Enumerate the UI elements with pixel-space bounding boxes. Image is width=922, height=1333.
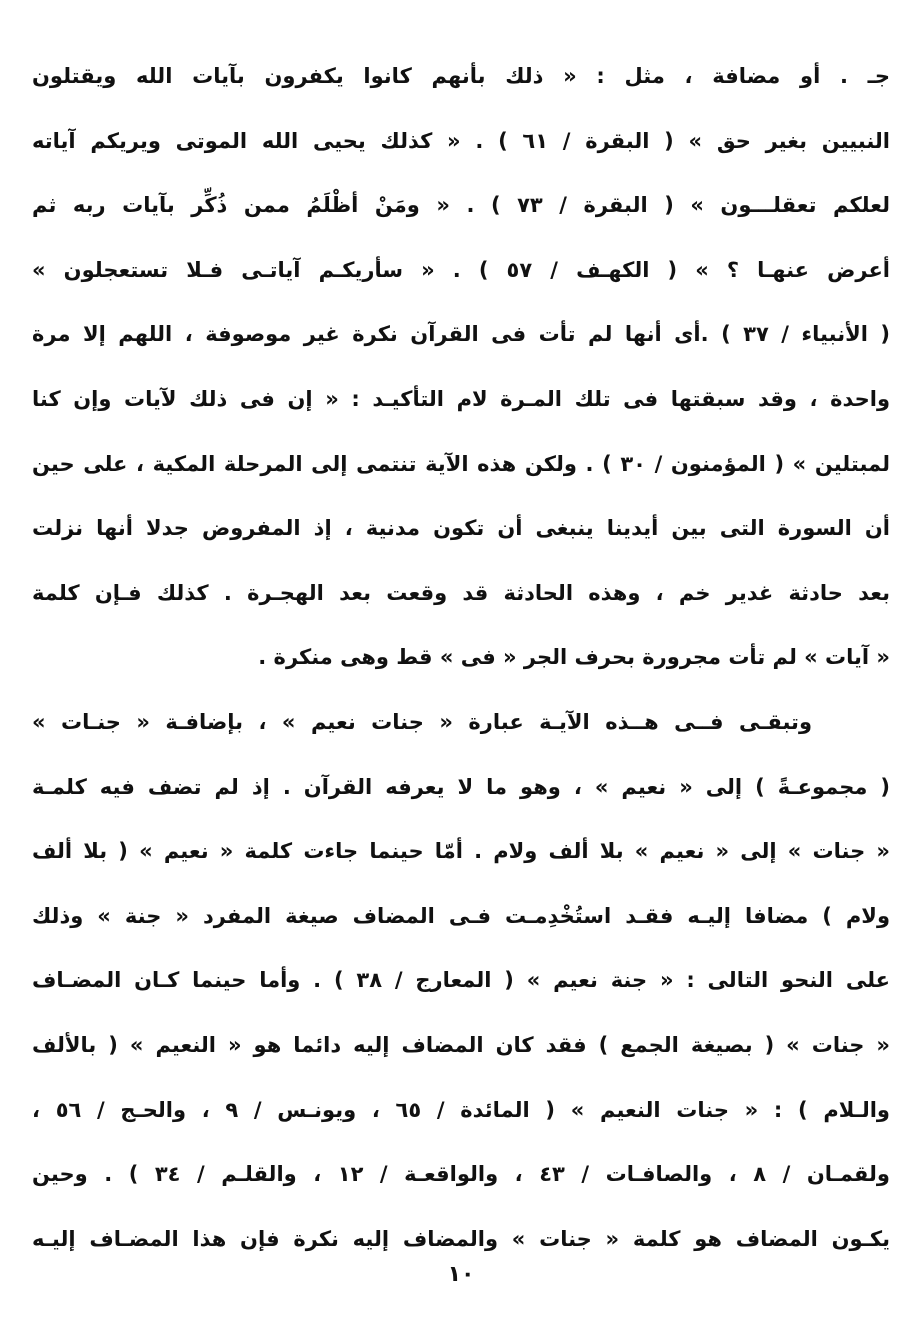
page-number: ١٠	[447, 1262, 475, 1287]
text-line-1: جـ . أو مضافة ، مثل : « ذلك بأنهم كانوا يكفرون بآيات الله ويقتلون	[32, 64, 890, 88]
text-line-2: النبيين بغير حق » ( البقرة / ٦١ ) . « كذلك يحيى الله الموتى ويريكم آياته	[32, 128, 890, 153]
text-line-12: ( مجموعـةً ) إلى « نعيم » ، وهو ما لا يعرفه القرآن . إذ لم تضف فيه كلمـة	[32, 774, 890, 799]
text-line-4: أعرض عنهـا ؟ » ( الكهـف / ٥٧ ) . « سأريكـم آياتـى فـلا تستعجلون »	[32, 257, 890, 282]
text-line-16: « جنات » ( بصيغة الجمع ) فقد كان المضاف إليه دائما هو « النعيم » ( بالألف	[32, 1032, 890, 1057]
text-line-14: ولام ) مضافا إليـه فقـد استُخْدِمـت فـى المضاف صيغة المفرد « جنة » وذلك	[32, 903, 890, 928]
text-line-11: وتبقـى فــى هــذه الآيـة عبارة « جنات نعيم » ، بإضافـة « جنـات »	[32, 709, 812, 734]
text-line-19: يكـون المضاف هو كلمة « جنات » والمضاف إليه نكرة فإن هذا المضـاف إليـه	[32, 1226, 890, 1251]
text-line-15: على النحو التالى : « جنة نعيم » ( المعارج / ٣٨ ) . وأما حينما كـان المضـاف	[32, 968, 890, 993]
text-line-8: أن السورة التى بين أيدينا ينبغى أن تكون مدنية ، إذ المفروض جدلا أنها نزلت	[32, 516, 890, 541]
text-line-18: ولقمـان / ٨ ، والصافـات / ٤٣ ، والواقعـة / ١٢ ، والقلـم / ٣٤ ) . وحين	[32, 1162, 890, 1187]
text-line-7: لمبتلين » ( المؤمنون / ٣٠ ) . ولكن هذه الآية تنتمى إلى المرحلة المكية ، على حين	[32, 451, 890, 476]
text-line-17: والـلام ) : « جنات النعيم » ( المائدة / ٦٥ ، ويونـس / ٩ ، والحـج / ٥٦ ،	[32, 1097, 890, 1122]
text-line-10: « آيات » لم تأت مجرورة بحرف الجر « فى » قط وهى منكرة .	[258, 645, 890, 670]
text-line-6: واحدة ، وقد سبقتها فى تلك المـرة لام التأكيـد : « إن فى ذلك لآيات وإن كنا	[32, 386, 890, 411]
text-line-9: بعد حادثة غدير خم ، وهذه الحادثة قد وقعت بعد الهجـرة . كذلك فـإن كلمة	[32, 580, 890, 605]
text-line-13: « جنات » إلى « نعيم » بلا ألف ولام . أمّا حينما جاءت كلمة « نعيم » ( بلا ألف	[32, 839, 890, 864]
text-line-5: ( الأنبياء / ٣٧ ) .أى أنها لم تأت فى القرآن نكرة غير موصوفة ، اللهم إلا مرة	[32, 322, 890, 347]
body-text	[32, 44, 890, 1271]
text-line-3: لعلكم تعقلـــون » ( البقرة / ٧٣ ) . « ومَنْ أظْلَمُ ممن ذُكِّر بآيات ربه ثم	[32, 193, 890, 218]
